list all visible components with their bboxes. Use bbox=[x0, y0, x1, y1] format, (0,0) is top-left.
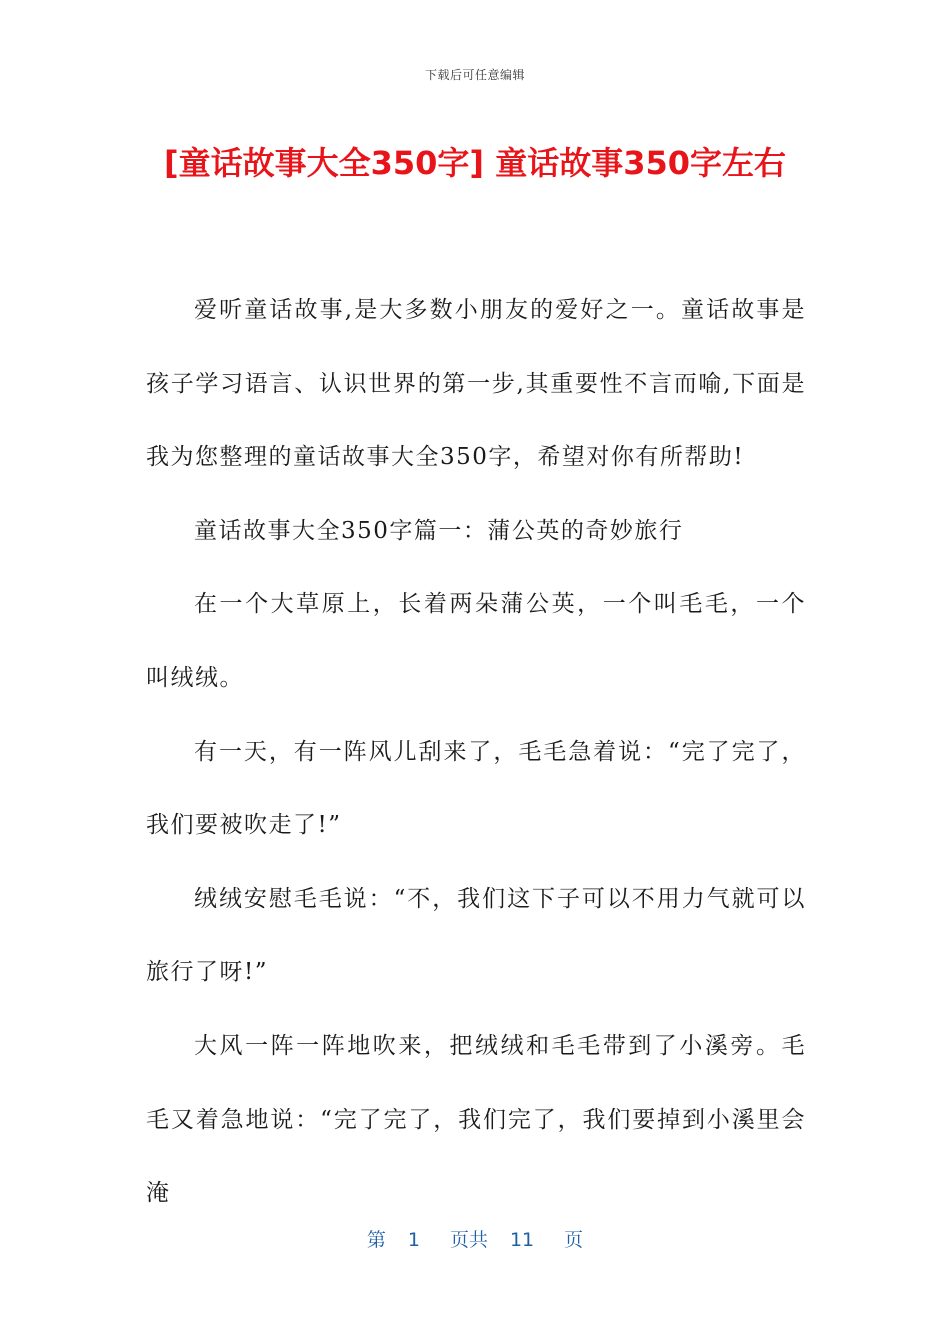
header-note: 下载后可任意编辑 bbox=[424, 68, 525, 82]
paragraph: 大风一阵一阵地吹来，把绒绒和毛毛带到了小溪旁。毛毛又着急地说：“完了完了，我们完了，我们要掉到小溪里会淹 bbox=[146, 1032, 806, 1207]
paragraph: 在一个大草原上，长着两朵蒲公英，一个叫毛毛，一个叫绒绒。 bbox=[146, 591, 806, 691]
footer-total-pages: 11 bbox=[509, 1229, 535, 1251]
paragraph-intro: 爱听童话故事,是大多数小朋友的爱好之一。童话故事是孩子学习语言、认识世界的第一步,其重要性不言而喻,下面是我为您整理的童话故事大全350字，希望对你有所帮助! bbox=[146, 297, 806, 471]
footer-middle: 页共 bbox=[449, 1229, 488, 1251]
document-title: [童话故事大全350字] 童话故事350字左右 bbox=[164, 144, 786, 182]
document-body bbox=[146, 274, 806, 1231]
paragraph: 有一天，有一阵风儿刮来了，毛毛急着说：“完了完了，我们要被吹走了!” bbox=[146, 738, 806, 839]
footer-suffix: 页 bbox=[564, 1229, 584, 1251]
page-footer bbox=[0, 1225, 950, 1252]
footer-current-page: 1 bbox=[407, 1229, 420, 1251]
paragraph-section-heading: 童话故事大全350字篇一：蒲公英的奇妙旅行 bbox=[194, 517, 684, 544]
paragraph: 绒绒安慰毛毛说：“不，我们这下子可以不用力气就可以旅行了呀!” bbox=[146, 885, 806, 986]
footer-prefix: 第 bbox=[366, 1229, 386, 1251]
